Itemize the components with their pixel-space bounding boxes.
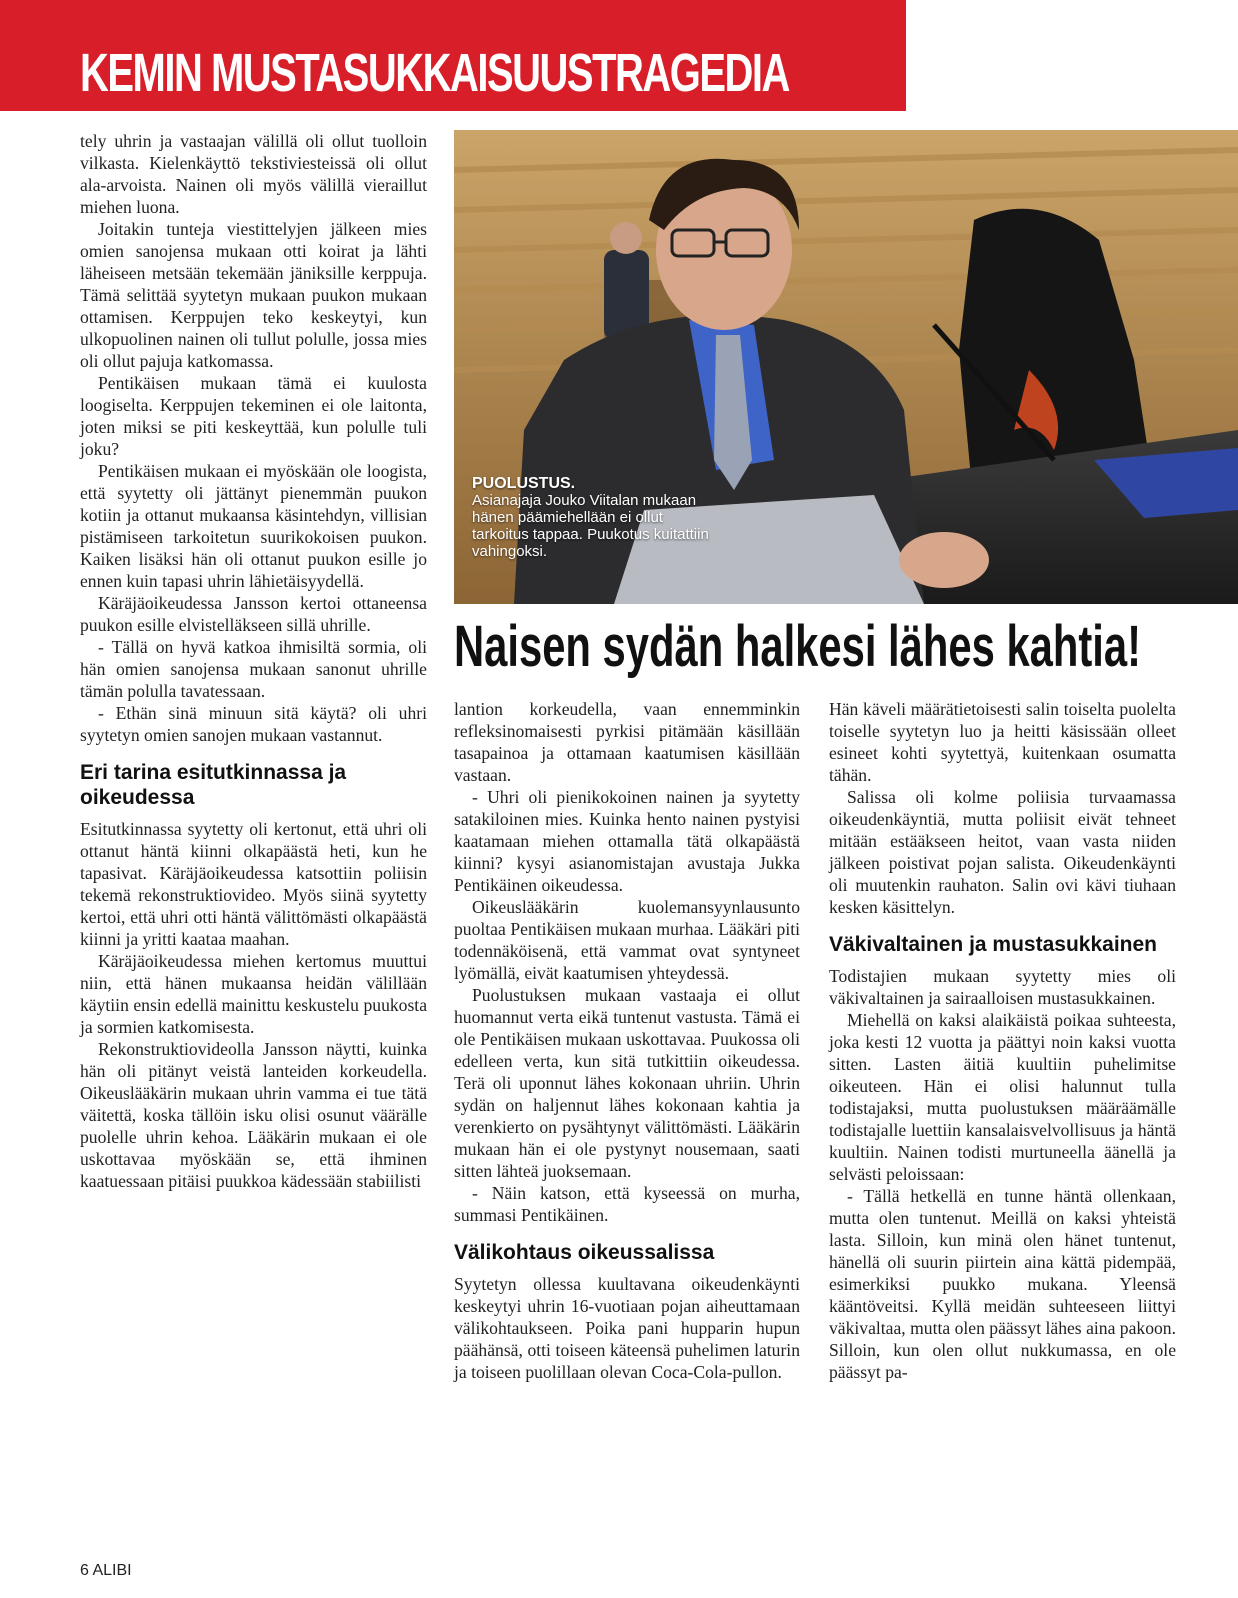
paragraph: - Tällä on hyvä katkoa ihmisiltä sormia, oli hän omien sanojensa mukaan sanonut uhrille tämän polulla tavatessaan. [80,637,427,701]
text-column-3 [829,698,1176,1383]
paragraph: Salissa oli kolme poliisia turvaamassa oikeudenkäyntiä, mutta poliisit eivät tehneet mitään estääkseen heitot, vaan vasta niiden jälkeen poistivat pojan salista. Oikeudenkäynti oli muutenkin rauhaton. Salin ovi kävi tiuhaan kesken käsittelyn. [829,787,1176,917]
paragraph: - Näin katson, että kyseessä on murha, summasi Pentikäinen. [454,1183,800,1225]
paragraph: Puolustuksen mukaan vastaaja ei ollut huomannut verta eikä tuntenut vastusta. Tämä ei ole Pentikäisen mukaan uskottavaa. Puukossa oli edelleen verta, kun sitä tutkittiin oikeudessa. Terä oli uponnut lähes kokonaan uhriin. Uhrin sydän on haljennut lähes kokonaan kahtia ja verenkierto on pysähtynyt välittömästi. Lääkärin mukaan hän ei ole pystynyt nousemaan, saati sitten lähteä juoksemaan. [454,985,800,1181]
page-number: 6 ALIBI [80,1562,132,1579]
caption-heading: PUOLUSTUS. [472,475,576,492]
paragraph: - Uhri oli pienikokoinen nainen ja syytetty satakiloinen mies. Kuinka hento nainen pystyisi kaatamaan miehen ottamalla tätä olkapäästä kiinni? kysyi asianomistajan avustaja Jukka Pentikäinen oikeudessa. [454,787,800,895]
paragraph: Todistajien mukaan syytetty mies oli väkivaltainen ja sairaalloisen mustasukkainen. [829,966,1176,1008]
paragraph: Pentikäisen mukaan tämä ei kuulosta loogiselta. Kerppujen tekeminen ei ole laitonta, joten miksi se piti keskeyttää, kun polulle tuli joku? [80,373,427,459]
text-column-2 [454,698,800,1383]
subheading: Väkivaltainen ja mustasukkainen [829,933,1157,956]
caption-text: Asianajaja Jouko Viitalan mukaan hänen päämiehellään ei ollut tarkoitus tappaa. Puukotus kuitattiin vahingoksi. [472,492,709,560]
subheading: Eri tarina esitutkinnassa ja oikeudessa [80,761,347,809]
paragraph: Syytetyn ollessa kuultavana oikeudenkäynti keskeytyi uhrin 16-vuotiaan pojan aiheuttamaan välikohtaukseen. Poika pani hupparin hupun päähänsä, otti toiseen käteensä puhelimen laturin ja toiseen puolillaan olevan Coca-Cola-pullon. [454,1274,800,1382]
paragraph: Hän käveli määrätietoisesti salin toiselta puolelta toiselle syytetyn luo ja heitti käsissään olleet esineet kohti syytettyä, kuitenkaan osumatta tähän. [829,699,1176,785]
paragraph: Joitakin tunteja viestittelyjen jälkeen mies omien sanojensa mukaan otti koirat ja lähti läheiseen metsään tekemään jäniksille kerppuja. Tämä selittää syytetyn mukaan puukon mukaan ottamisen. Kerppujen teko keskeytyi, kun ulkopuolinen nainen oli tullut polulle, jossa mies oli ollut pajuja katkomassa. [80,219,427,371]
paragraph: Käräjäoikeudessa Jansson kertoi ottaneensa puukon esille elvistelläkseen sillä uhrille. [80,593,427,635]
paragraph: Miehellä on kaksi alaikäistä poikaa suhteesta, joka kesti 12 vuotta ja päättyi noin kaksi vuotta sitten. Lasten äitiä kuultiin puhelimitse oikeuteen. Hän ei olisi halunnut tulla todistajaksi, mutta puolustuksen määräämälle todistajalle luettiin kansalaisvelvollisuus ja häntä kuultiin. Nainen todisti murtuneella äänellä ja selvästi peloissaan: [829,1010,1176,1184]
paragraph: Rekonstruktiovideolla Jansson näytti, kuinka hän oli pitänyt veistä lanteiden korkeudella. Oikeuslääkärin mukaan uhrin vamma ei tue tätä väitettä, koska tällöin isku olisi osunut väärälle puolelle uhrin kehoa. Lääkärin mukaan ei ole uskottavaa myöskään se, että ihminen kaatuessaan pitäisi puukkoa kädessään stabiilisti [80,1039,427,1191]
paragraph: Käräjäoikeudessa miehen kertomus muuttui niin, että hänen mukaansa heidän välillään käytiin ensin edellä mainittu keskustelu puukosta ja sormien katkomisesta. [80,951,427,1037]
text-column-1 [80,130,427,1192]
paragraph: - Ethän sinä minuun sitä käytä? oli uhri syytetyn omien sanojen mukaan vastannut. [80,703,427,745]
paragraph: - Tällä hetkellä en tunne häntä ollenkaan, mutta olen tuntenut. Meillä on kaksi yhteistä lasta. Silloin, kun minä olen hänet tuntenut, hänellä oli suurin piirtein aina kättä pidempää, esimerkiksi puukko mukana. Yleensä kääntöveitsi. Kyllä meidän suhteeseen liittyi väkivaltaa, mutta olen päässyt lähes aina pakoon. Silloin, kun olen ollut nukkumassa, en ole päässyt pa- [829,1186,1176,1382]
paragraph: Pentikäisen mukaan ei myöskään ole loogista, että syytetty oli jättänyt pienemmän puukon kotiin ja ottanut mukaansa käsintehdyn, villisian pistämiseen tarkoitetun suurikokoisen puukon. Kaiken lisäksi hän oli ottanut puukon esille jo ennen kuin tapasi uhrin lähietäisyydellä. [80,461,427,591]
section-title: KEMIN MUSTASUKKAISUUSTRAGEDIA [80,43,789,103]
paragraph: Esitutkinnassa syytetty oli kertonut, että uhri oli ottanut häntä kiinni olkapäästä heti, kun he tapasivat. Käräjäoikeudessa katsottiin poliisin tekemä rekonstruktiovideo. Myös siinä syytetty kertoi, että uhri otti häntä välittömästi olkapäästä kiinni ja yritti kaataa maahan. [80,819,427,949]
subheading: Välikohtaus oikeussalissa [454,1241,715,1264]
paragraph: Oikeuslääkärin kuolemansyynlausunto puoltaa Pentikäisen mukaan murhaa. Lääkäri piti todennäköisenä, että vammat ovat syntyneet lyömällä, eivät kaatumisen yhteydessä. [454,897,800,983]
photo-caption [472,475,712,560]
paragraph: lantion korkeudella, vaan ennemminkin refleksinomaisesti pyrkisi pitämään käsillään tasapainoa ja ottamaan kaatumisen käsillään vastaan. [454,699,800,785]
section-banner [0,0,906,111]
article-headline: Naisen sydän halkesi lähes kahtia! [454,614,1142,679]
paragraph: tely uhrin ja vastaajan välillä oli ollut tuolloin vilkasta. Kielenkäyttö tekstiviesteissä oli ollut ala-arvoista. Nainen oli myös välillä vieraillut miehen luona. [80,131,427,217]
